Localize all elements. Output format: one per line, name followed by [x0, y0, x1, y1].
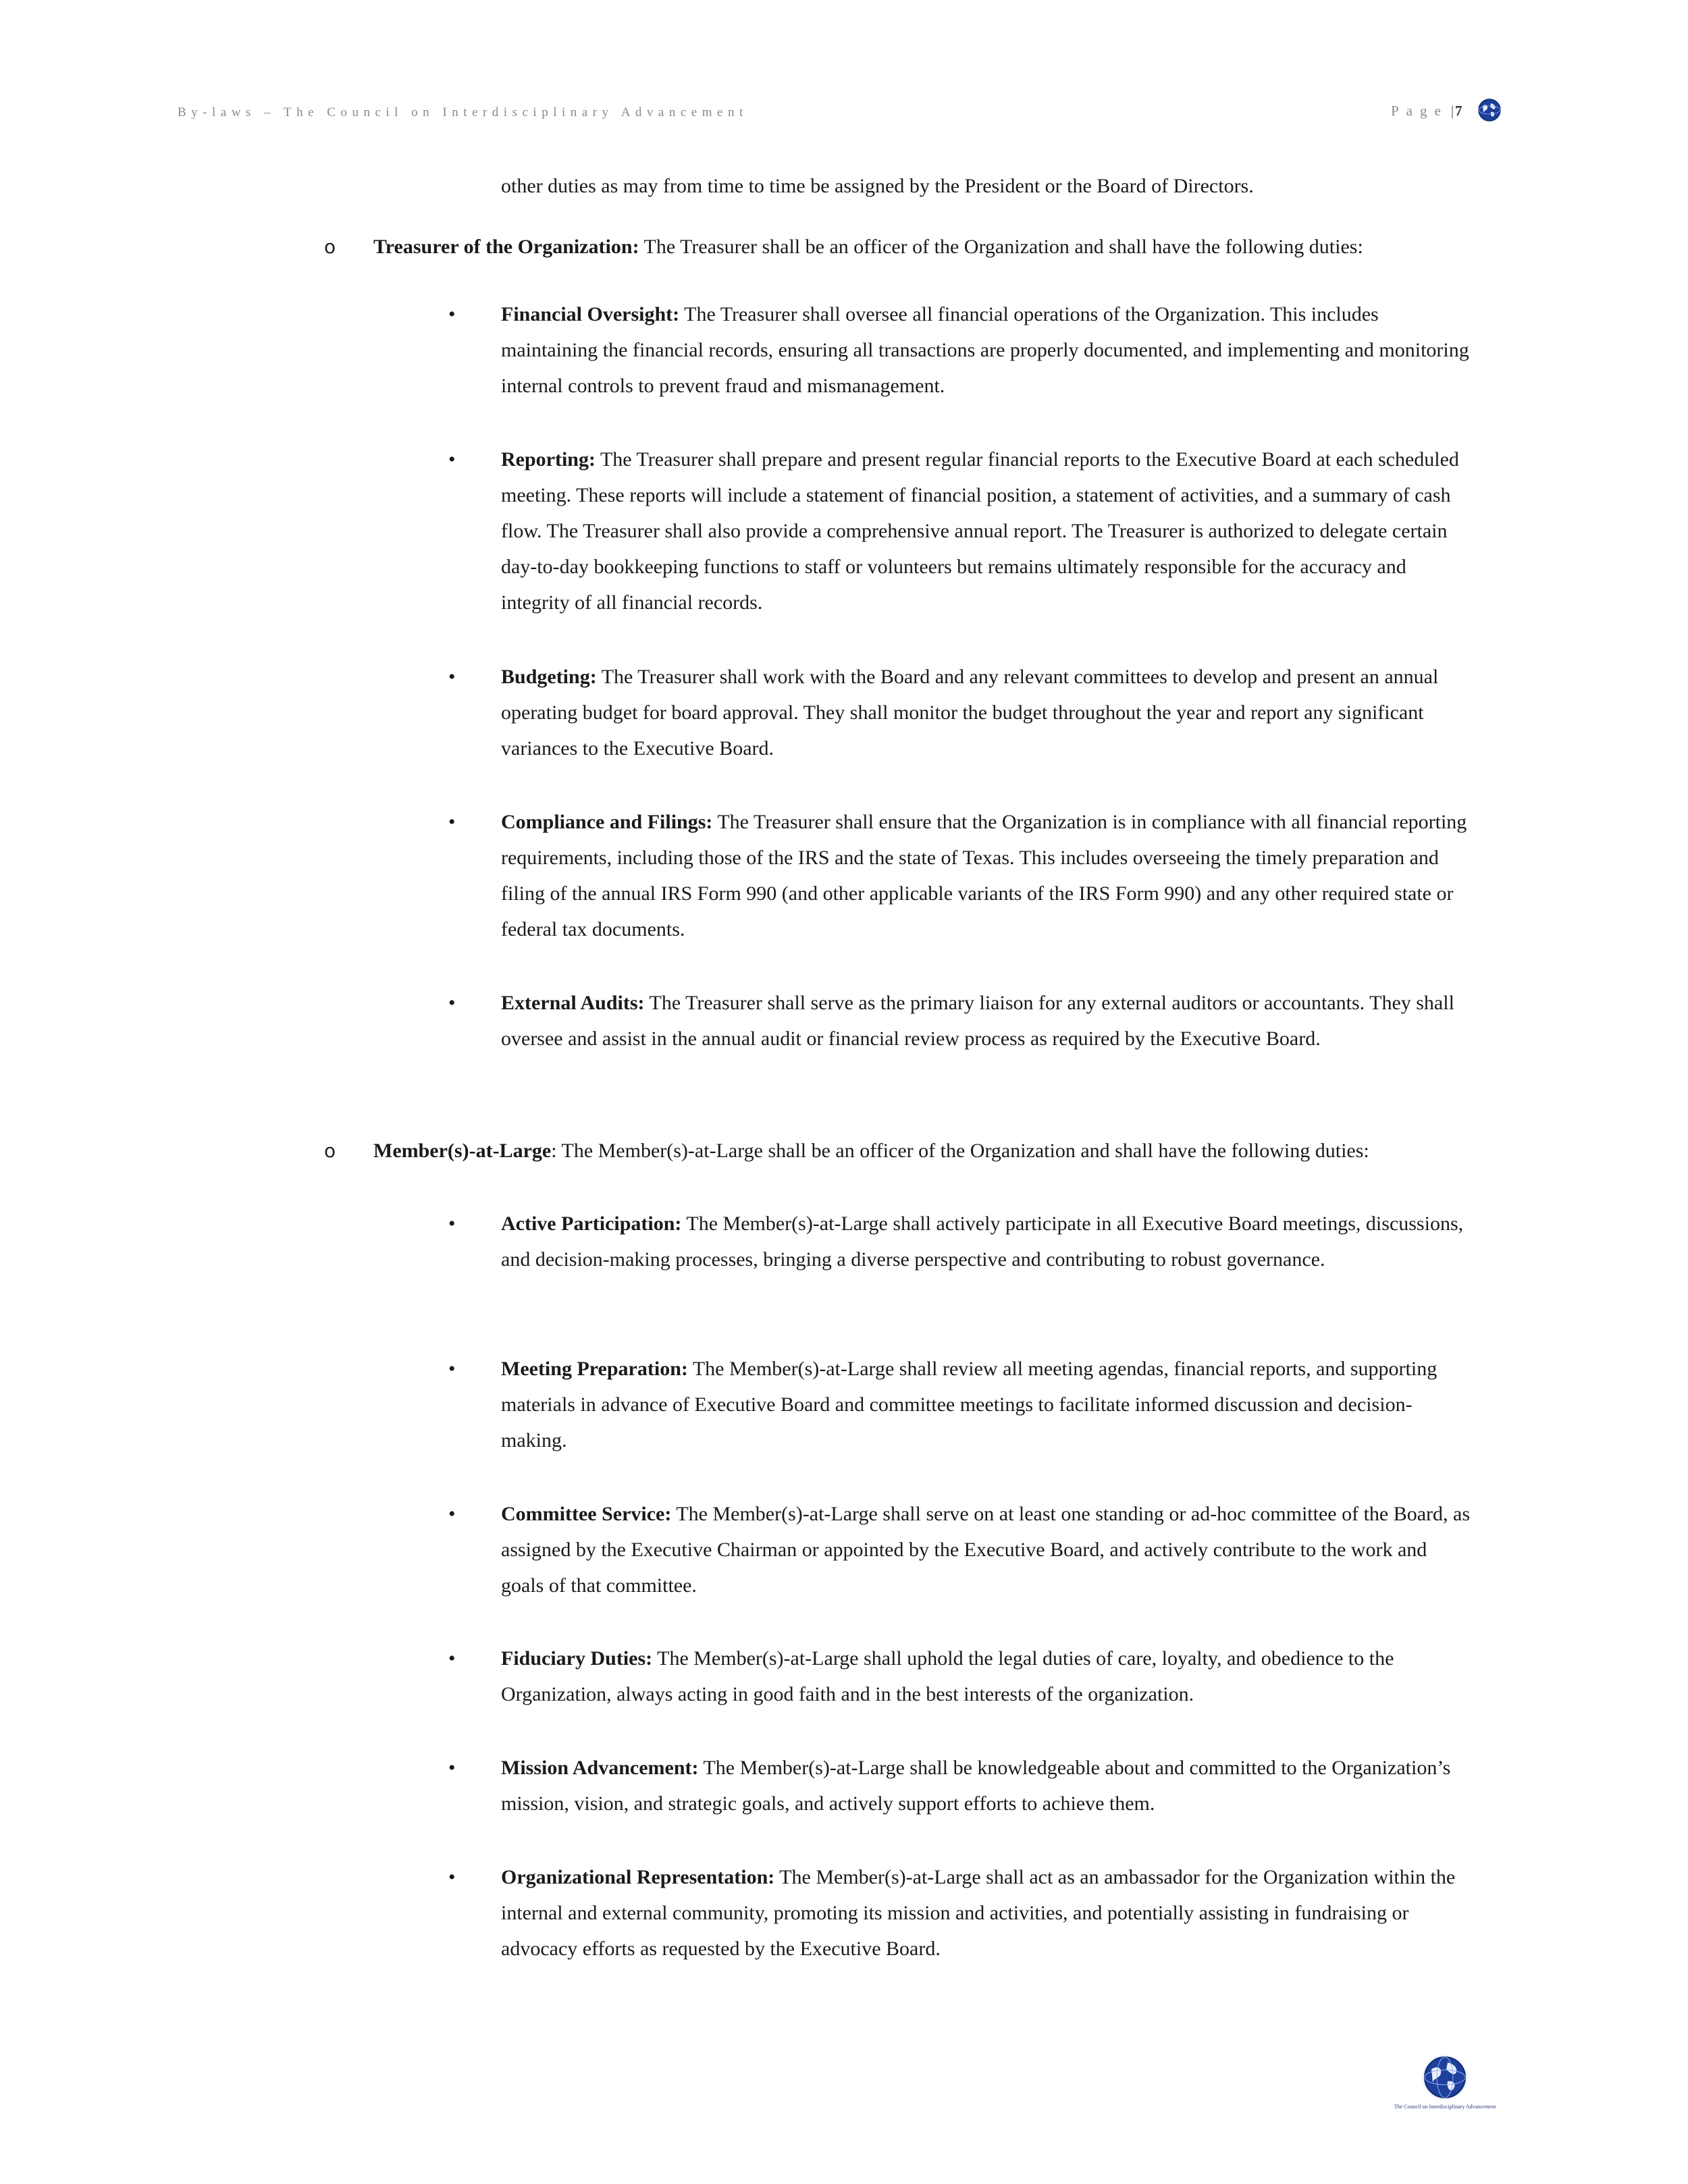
- duty-title: Financial Oversight:: [501, 303, 680, 325]
- bullet-marker: •: [448, 1757, 456, 1779]
- duty-title: Meeting Preparation:: [501, 1358, 688, 1380]
- duty-title: Mission Advancement:: [501, 1757, 699, 1779]
- duty-description: The Treasurer shall oversee all financial operations of the Organization. This includes maintaining the financial records, ensuring all transactions are properly documented, and implementing and monitoring internal controls to prevent fraud and mismanagement.: [501, 303, 1469, 397]
- officer-member-text: [373, 1133, 1369, 1169]
- globe-icon: [1477, 98, 1502, 122]
- duty-text: [501, 1496, 1473, 1603]
- duty-text: [501, 659, 1473, 766]
- duty-description: The Treasurer shall ensure that the Organization is in compliance with all financial reporting requirements, including those of the IRS and the state of Texas. This includes overseeing the timely preparation and filing of the annual IRS Form 990 (and other applicable variants of the IRS Form 990) and any other required state or federal tax documents.: [501, 811, 1467, 940]
- duty-description: The Treasurer shall work with the Board and any relevant committees to develop and present an annual operating budget for board approval. They shall monitor the budget throughout the year and report any significant variances to the Executive Board.: [501, 666, 1439, 760]
- footer-logo-caption: The Council on Interdisciplinary Advancement: [1394, 2104, 1496, 2110]
- officer-treasurer-text: [373, 229, 1363, 265]
- duty-description: The Member(s)-at-Large shall serve on at least one standing or ad-hoc committee of the Board, as assigned by the Executive Chairman or appointed by the Executive Board, and actively contribute to the work and goals of that committee.: [501, 1503, 1471, 1597]
- duty-title: Reporting:: [501, 448, 596, 471]
- duty-description: The Member(s)-at-Large shall actively participate in all Executive Board meetings, discussions, and decision-making processes, bringing a diverse perspective and contributing to robust governance.: [501, 1213, 1464, 1271]
- page-separator: |: [1450, 103, 1454, 119]
- duty-title: Budgeting:: [501, 666, 597, 688]
- duty-text: [501, 1750, 1473, 1821]
- duty-text: [501, 1859, 1473, 1967]
- duty-title: Committee Service:: [501, 1503, 672, 1525]
- duty-description: The Treasurer shall prepare and present regular financial reports to the Executive Board at each scheduled meeting. These reports will include a statement of financial position, a statement of activities, and a summary of cash flow. The Treasurer shall also provide a comprehensive annual report. The Treasurer is authorized to delegate certain day-to-day bookkeeping functions to staff or volunteers but remains ultimately responsible for the accuracy and integrity of all financial records.: [501, 448, 1459, 614]
- duty-text: [501, 442, 1473, 620]
- duty-description: The Member(s)-at-Large shall uphold the legal duties of care, loyalty, and obedience to the Organization, always acting in good faith and in the best interests of the organization.: [501, 1647, 1394, 1705]
- duty-title: Active Participation:: [501, 1213, 682, 1235]
- page-word: Page: [1391, 103, 1448, 119]
- bullet-marker: •: [448, 666, 456, 688]
- bullet-marker: •: [448, 1213, 456, 1235]
- duty-title: Compliance and Filings:: [501, 811, 713, 833]
- duty-text: [501, 1206, 1473, 1277]
- officer-intro: The Treasurer shall be an officer of the Organization and shall have the following duties:: [639, 236, 1363, 258]
- duty-title: External Audits:: [501, 992, 645, 1014]
- officer-marker: o: [324, 236, 336, 258]
- bullet-marker: •: [448, 1647, 456, 1670]
- bullet-marker: •: [448, 1503, 456, 1525]
- duty-title: Fiduciary Duties:: [501, 1647, 653, 1670]
- bullet-marker: •: [448, 448, 456, 471]
- running-header-title: By-laws – The Council on Interdisciplinary Advancement: [178, 105, 748, 119]
- duty-text: [501, 1641, 1473, 1712]
- bullet-marker: •: [448, 992, 456, 1014]
- bullet-marker: •: [448, 1866, 456, 1888]
- duty-description: The Member(s)-at-Large shall act as an ambassador for the Organization within the internal and external community, promoting its mission and activities, and potentially assisting in fundraising or advocacy efforts as requested by the Executive Board.: [501, 1866, 1456, 1960]
- duty-text: [501, 1351, 1473, 1458]
- bullet-marker: •: [448, 1358, 456, 1380]
- duty-title: Organizational Representation:: [501, 1866, 775, 1888]
- officer-title: Treasurer of the Organization:: [373, 236, 639, 258]
- page-number-label: [1391, 103, 1462, 119]
- officer-marker: o: [324, 1140, 336, 1162]
- duty-description: The Member(s)-at-Large shall be knowledgeable about and committed to the Organization’s mission, vision, and strategic goals, and actively support efforts to achieve them.: [501, 1757, 1451, 1815]
- page-number: 7: [1455, 103, 1462, 119]
- bullet-marker: •: [448, 811, 456, 833]
- duty-text: [501, 296, 1473, 404]
- bullet-marker: •: [448, 303, 456, 325]
- duty-text: [501, 804, 1473, 947]
- officer-title: Member(s)-at-Large: [373, 1140, 552, 1162]
- duty-description: The Treasurer shall serve as the primary liaison for any external auditors or accountants. They shall oversee and assist in the annual audit or financial review process as required by the Executive Board.: [501, 992, 1454, 1050]
- duty-text: [501, 985, 1473, 1057]
- officer-intro: : The Member(s)-at-Large shall be an officer of the Organization and shall have the following duties:: [551, 1140, 1369, 1162]
- continuation-text: other duties as may from time to time be assigned by the President or the Board of Directors.: [501, 175, 1254, 197]
- duty-description: The Member(s)-at-Large shall review all meeting agendas, financial reports, and supporting materials in advance of Executive Board and committee meetings to facilitate informed discussion and decision-making.: [501, 1358, 1438, 1451]
